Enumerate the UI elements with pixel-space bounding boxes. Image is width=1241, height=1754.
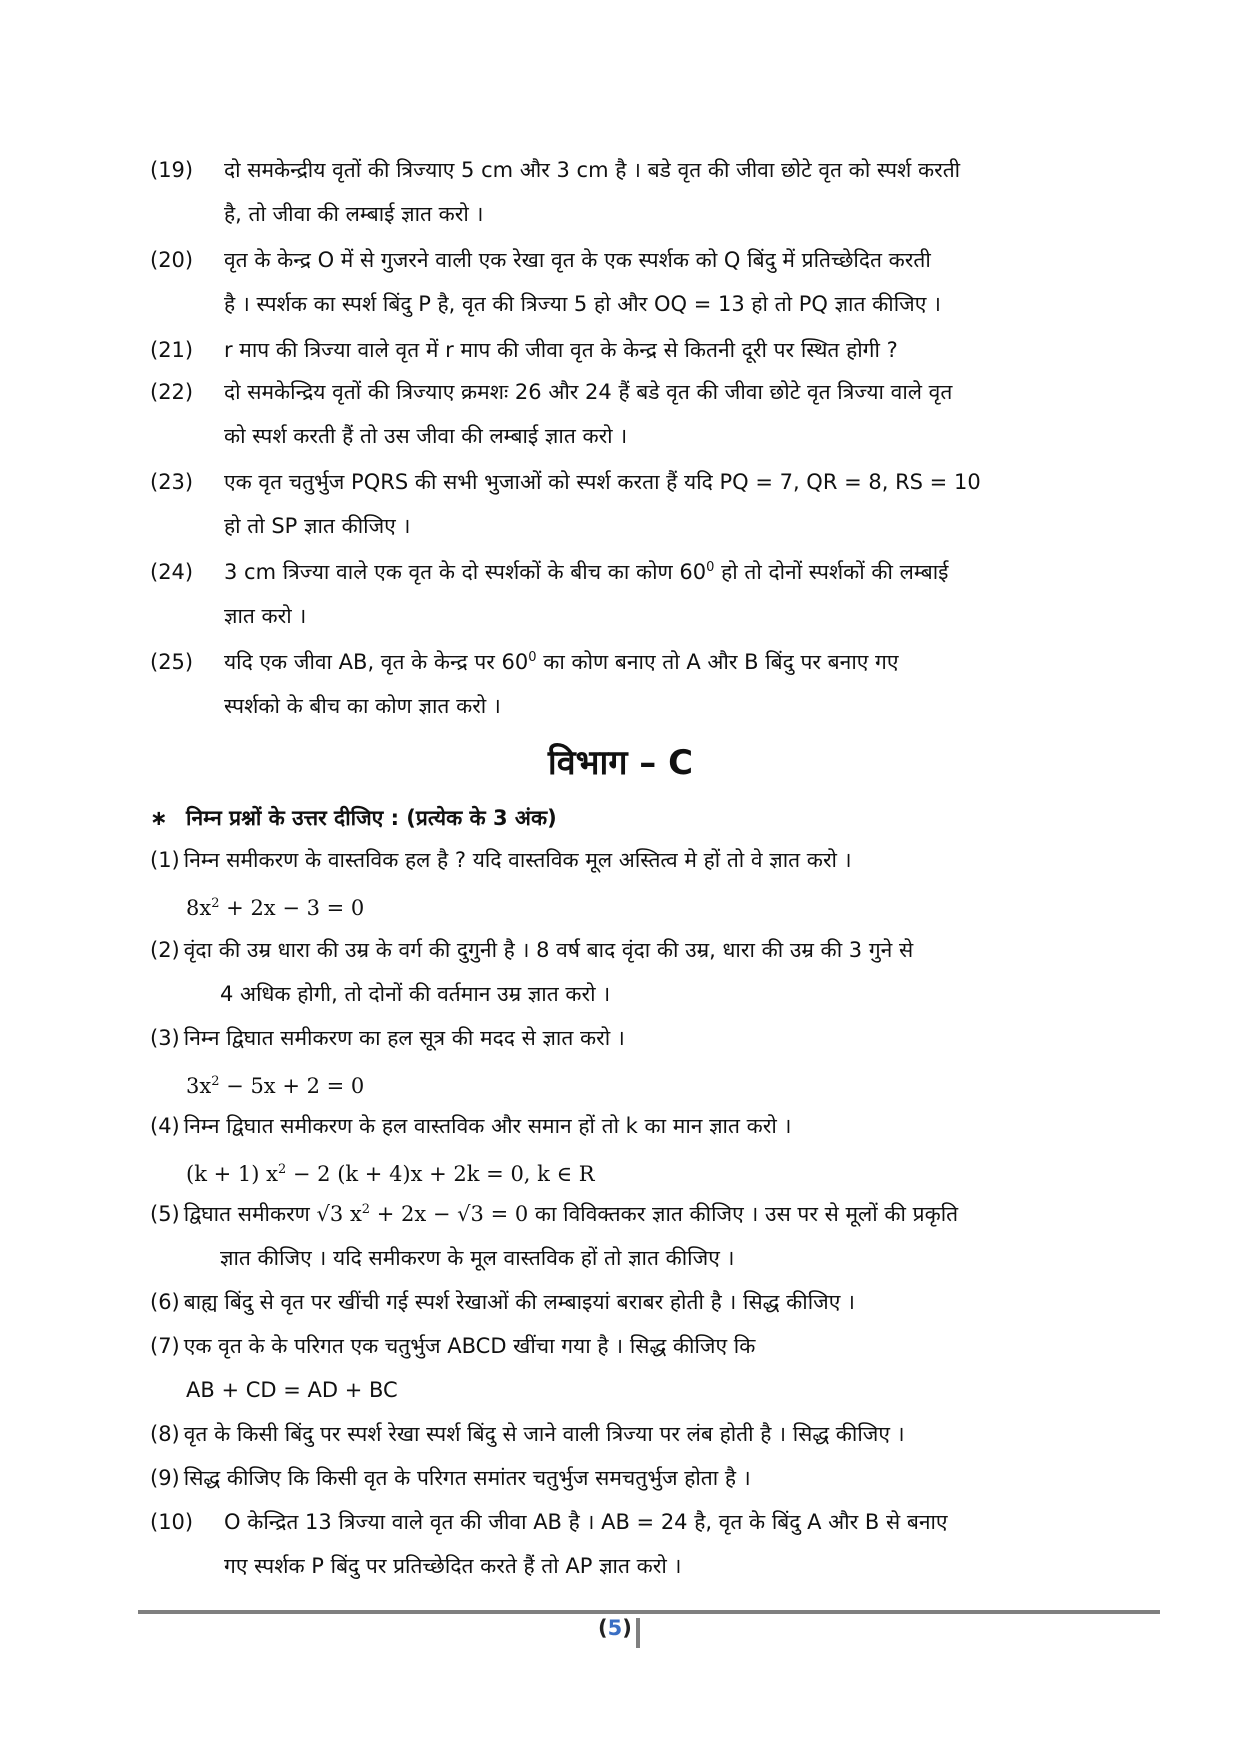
page-number-value: 5: [607, 1616, 623, 1640]
question-21: [150, 328, 1160, 372]
exponent: 2: [361, 1202, 371, 1217]
question-text-cont: 4 अधिक होगी, तो दोनों की वर्तमान उम्र ज्ञात करो ।: [220, 982, 611, 1006]
question-25: [150, 640, 1160, 728]
section-heading: विभाग – C: [547, 743, 694, 783]
question-number: (8): [150, 1422, 180, 1446]
text-part: द्विघात समीकरण: [183, 1202, 317, 1226]
question-text: [184, 1200, 958, 1228]
question-text: निम्न द्विघात समीकरण का हल सूत्र की मदद से ज्ञात करो ।: [183, 1026, 625, 1050]
question-number: (1): [150, 848, 180, 872]
question-number: (7): [150, 1334, 180, 1358]
footer-rule: [138, 1610, 1160, 1614]
question-number: (22): [150, 380, 194, 404]
bullet-star: ∗: [150, 806, 168, 830]
question-text: दो समकेन्द्रीय वृतों की त्रिज्याए 5 cm और 3 cm है । बडे वृत की जीवा छोटे वृत को स्पर्श करती: [224, 158, 961, 182]
question-text-cont: गए स्पर्शक P बिंदु पर प्रतिच्छेदित करते हैं तो AP ज्ञात करो ।: [224, 1554, 682, 1578]
question-number: (21): [150, 338, 194, 362]
eq-part: 3x: [186, 1074, 212, 1098]
question-text-cont: ज्ञात करो ।: [224, 604, 307, 628]
question-text: दो समकेन्द्रिय वृतों की त्रिज्याए क्रमशः 26 और 24 हैं बडे वृत की जीवा छोटे वृत त्रिज्या वाले वृत: [224, 380, 953, 404]
question-text-cont: हो तो SP ज्ञात कीजिए ।: [224, 514, 411, 538]
question-number: (6): [150, 1290, 180, 1314]
question-text: वृत के किसी बिंदु पर स्पर्श रेखा स्पर्श बिंदु से जाने वाली त्रिज्या पर लंब होती है । सिद्ध कीजिए ।: [183, 1422, 905, 1446]
question-text-cont: ज्ञात कीजिए । यदि समीकरण के मूल वास्तविक हों तो ज्ञात कीजिए ।: [220, 1246, 735, 1270]
question-c1: [150, 838, 1160, 926]
question-text: एक वृत के के परिगत एक चतुर्भुज ABCD खींचा गया है । सिद्ध कीजिए कि: [183, 1334, 756, 1358]
question-number: (19): [150, 158, 194, 182]
question-c6: [150, 1280, 1160, 1324]
question-number: (4): [150, 1114, 180, 1138]
degree-superscript: 0: [706, 560, 715, 575]
eq-part: 8x: [186, 896, 212, 920]
text-part: यदि एक जीवा AB, वृत के केन्द्र पर 60: [224, 650, 529, 674]
question-text-cont: स्पर्शको के बीच का कोण ज्ञात करो ।: [224, 694, 501, 718]
text-part: 3 cm त्रिज्या वाले एक वृत के दो स्पर्शकों के बीच का कोण 60: [224, 560, 707, 584]
paren-open: (: [598, 1616, 608, 1640]
question-text: वृत के केन्द्र O में से गुजरने वाली एक रेखा वृत के एक स्पर्शक को Q बिंदु में प्रतिच्छेदित करती: [224, 248, 931, 272]
question-text: बाह्य बिंदु से वृत पर खींची गई स्पर्श रेखाओं की लम्बाइयां बराबर होती है । सिद्ध कीजिए ।: [183, 1290, 855, 1314]
question-c9: [150, 1456, 1160, 1500]
question-number: (25): [150, 650, 194, 674]
equation: [150, 882, 1160, 926]
degree-superscript: 0: [528, 650, 537, 665]
eq-part: + 2x − 3 = 0: [219, 896, 365, 920]
equation: [150, 1148, 1160, 1192]
question-text-cont: को स्पर्श करती हैं तो उस जीवा की लम्बाई ज्ञात करो ।: [224, 424, 628, 448]
question-c8: [150, 1412, 1160, 1456]
question-22: [150, 370, 1160, 458]
question-19: [150, 148, 1160, 236]
eq-part: (k + 1) x: [186, 1162, 278, 1186]
question-c10: [150, 1500, 1160, 1588]
question-number: (3): [150, 1026, 180, 1050]
question-text: निम्न द्विघात समीकरण के हल वास्तविक और समान हों तो k का मान ज्ञात करो ।: [183, 1114, 792, 1138]
question-c5: [150, 1192, 1160, 1280]
text-part: का कोण बनाए तो A और B बिंदु पर बनाए गए: [536, 650, 899, 674]
eq-part: + 2x − √3 = 0: [370, 1202, 529, 1226]
question-number: (23): [150, 470, 194, 494]
paren-close: ): [622, 1616, 632, 1640]
page-number: [598, 1616, 632, 1640]
question-23: [150, 460, 1160, 548]
question-text: [224, 558, 948, 586]
equation: [150, 1060, 1160, 1104]
question-text: एक वृत चतुर्भुज PQRS की सभी भुजाओं को स्पर्श करता हैं यदि PQ = 7, QR = 8, RS = 10: [224, 470, 981, 494]
question-text: O केन्द्रित 13 त्रिज्या वाले वृत की जीवा AB है । AB = 24 है, वृत के बिंदु A और B से बनाए: [224, 1510, 948, 1534]
question-text-cont: है । स्पर्शक का स्पर्श बिंदु P है, वृत की त्रिज्या 5 हो और OQ = 13 हो तो PQ ज्ञात कीजिए ।: [224, 292, 941, 316]
question-text: निम्न समीकरण के वास्तविक हल है ? यदि वास्तविक मूल अस्तित्व मे हों तो वे ज्ञात करो ।: [183, 848, 852, 872]
inline-equation: [317, 1202, 529, 1226]
question-c4: [150, 1104, 1160, 1192]
question-text-cont: है, तो जीवा की लम्बाई ज्ञात करो ।: [224, 202, 484, 226]
exponent: 2: [277, 1162, 287, 1177]
question-24: [150, 550, 1160, 638]
question-text: सिद्ध कीजिए कि किसी वृत के परिगत समांतर चतुर्भुज समचतुर्भुज होता है ।: [183, 1466, 751, 1490]
question-number: (24): [150, 560, 194, 584]
question-number: (9): [150, 1466, 180, 1490]
exponent: 2: [211, 896, 220, 911]
eq-part: − 5x + 2 = 0: [219, 1074, 365, 1098]
eq-part: √3 x: [316, 1202, 362, 1226]
question-text: r माप की त्रिज्या वाले वृत में r माप की जीवा वृत के केन्द्र से कितनी दूरी पर स्थित होगी ?: [224, 338, 898, 362]
eq-part: − 2 (k + 4)x + 2k = 0, k ∈ R: [286, 1162, 595, 1186]
question-number: (10): [150, 1510, 194, 1534]
question-number: (20): [150, 248, 194, 272]
question-c7: [150, 1324, 1160, 1412]
question-c3: [150, 1016, 1160, 1104]
question-text: [224, 648, 899, 676]
question-text: वृंदा की उम्र धारा की उम्र के वर्ग की दुगुनी है । 8 वर्ष बाद वृंदा की उम्र, धारा की उम्र की 3 गुने से: [183, 938, 914, 962]
text-part: हो तो दोनों स्पर्शकों की लम्बाई: [714, 560, 949, 584]
footer-bar: [636, 1618, 640, 1648]
question-c2: [150, 928, 1160, 1016]
equation: AB + CD = AD + BC: [186, 1378, 398, 1402]
question-number: (2): [150, 938, 180, 962]
instruction-text: निम्न प्रश्नों के उत्तर दीजिए : (प्रत्येक के 3 अंक): [186, 806, 557, 830]
instruction: [150, 804, 557, 832]
text-part: का विविक्तकर ज्ञात कीजिए । उस पर से मूलों की प्रकृति: [528, 1202, 959, 1226]
question-20: [150, 238, 1160, 326]
question-number: (5): [150, 1202, 180, 1226]
exponent: 2: [211, 1074, 220, 1089]
